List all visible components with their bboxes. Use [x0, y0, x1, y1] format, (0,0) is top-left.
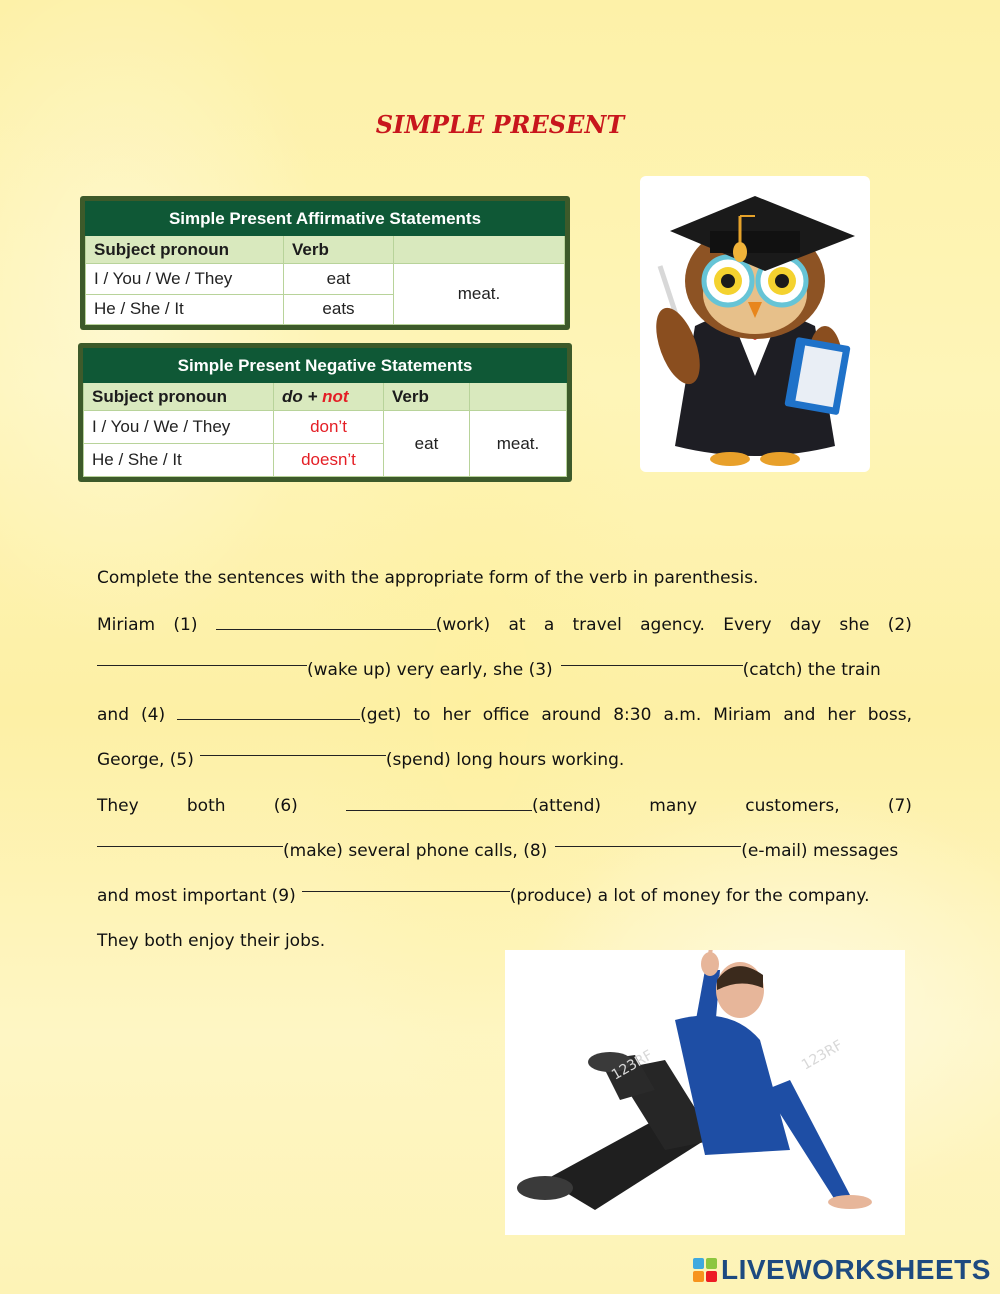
affirmative-object: meat. — [394, 264, 565, 325]
word: They — [97, 796, 139, 816]
affirmative-table — [85, 201, 565, 325]
negative-subject-2: He / She / It — [84, 444, 274, 477]
affirmative-subject-1: I / You / We / They — [86, 264, 284, 295]
affirmative-verb-1: eat — [284, 264, 394, 295]
word: (1) — [173, 615, 198, 635]
paragraph-2 — [97, 784, 912, 964]
word: (6) — [273, 796, 298, 816]
blank-6[interactable] — [346, 784, 601, 829]
word: office — [482, 705, 530, 725]
negative-aux-2: doesn’t — [274, 444, 384, 477]
blank-4[interactable] — [177, 693, 401, 738]
word: around — [541, 705, 602, 725]
word: Miriam — [97, 615, 156, 635]
word: a — [543, 615, 555, 635]
negative-col-not: not — [322, 386, 349, 406]
word: Miriam — [713, 705, 772, 725]
word: agency. — [640, 615, 705, 635]
word: and — [783, 705, 816, 725]
blank-3[interactable] — [561, 648, 743, 666]
affirmative-table-heading: Simple Present Affirmative Statements — [86, 202, 565, 236]
word: at — [508, 615, 526, 635]
affirmative-col-subject: Subject pronoun — [86, 236, 284, 264]
word: boss, — [867, 705, 912, 725]
svg-text:123RF: 123RF — [609, 1047, 656, 1084]
negative-table-heading: Simple Present Negative Statements — [84, 349, 567, 383]
p2-line-3 — [97, 874, 912, 919]
word: travel — [572, 615, 622, 635]
logo-square — [693, 1258, 704, 1269]
p1-line-3 — [97, 693, 912, 738]
page-title: SIMPLE PRESENT — [375, 110, 625, 139]
negative-subject-1: I / You / We / They — [84, 411, 274, 444]
liveworksheets-logo — [693, 1252, 991, 1288]
blank-2[interactable] — [97, 648, 307, 666]
blank-1[interactable] — [216, 603, 490, 648]
word: (4) — [141, 705, 166, 725]
word: (get) — [360, 705, 402, 725]
word: (attend) — [532, 796, 602, 816]
svg-text:123RF: 123RF — [799, 1037, 846, 1074]
text: and most important (9) — [97, 886, 296, 906]
negative-col-verb: Verb — [384, 383, 470, 411]
negative-verb: eat — [384, 411, 470, 477]
negative-col-subject: Subject pronoun — [84, 383, 274, 411]
word: (work) — [435, 615, 491, 635]
p2-line-1 — [97, 784, 912, 829]
word: many — [649, 796, 698, 816]
word: both — [186, 796, 226, 816]
word: (7) — [887, 796, 912, 816]
negative-col-empty — [470, 383, 567, 411]
liveworksheets-logo-icon — [693, 1258, 717, 1282]
blank-9[interactable] — [302, 874, 510, 892]
logo-square — [706, 1271, 717, 1282]
text: (wake up) very early, she (3) — [307, 660, 553, 680]
word: (2) — [887, 615, 912, 635]
word: and — [97, 705, 129, 725]
negative-table — [83, 348, 567, 477]
p1-line-2 — [97, 648, 912, 693]
word: her — [827, 705, 856, 725]
negative-col-do-not — [274, 383, 384, 411]
text: (produce) a lot of money for the company. — [509, 886, 870, 906]
logo-square — [693, 1271, 704, 1282]
p2-line-2 — [97, 829, 912, 874]
word: a.m. — [663, 705, 702, 725]
text: (make) several phone calls, (8) — [283, 841, 548, 861]
instructions: Complete the sentences with the appropriate form of the verb in parenthesis. — [97, 568, 759, 588]
text: (e-mail) messages — [741, 841, 899, 861]
word: 8:30 — [613, 705, 652, 725]
blank-8[interactable] — [555, 829, 741, 847]
affirmative-col-verb: Verb — [284, 236, 394, 264]
text: (catch) the train — [742, 660, 881, 680]
sitting-man-pointing-up-photo — [505, 950, 905, 1235]
word: to — [413, 705, 431, 725]
negative-object: meat. — [470, 411, 567, 477]
affirmative-col-empty — [394, 236, 565, 264]
p2-line-4: They both enjoy their jobs. — [97, 931, 326, 951]
blank-5[interactable] — [200, 738, 386, 756]
p1-line-1 — [97, 603, 912, 648]
word: customers, — [745, 796, 840, 816]
word: Every — [723, 615, 772, 635]
negative-table-frame — [78, 343, 572, 482]
affirmative-table-frame — [80, 196, 570, 330]
logo-text: LIVEWORKSHEETS — [721, 1254, 991, 1285]
text: (spend) long hours working. — [385, 750, 625, 770]
blank-7[interactable] — [97, 829, 283, 847]
affirmative-verb-2: eats — [284, 294, 394, 325]
p1-line-4 — [97, 738, 912, 783]
word: her — [442, 705, 471, 725]
word: she — [839, 615, 870, 635]
word: day — [789, 615, 822, 635]
negative-aux-1: don’t — [274, 411, 384, 444]
paragraph-1 — [97, 603, 912, 783]
negative-col-do: do + — [282, 386, 323, 406]
text: George, (5) — [97, 750, 194, 770]
affirmative-subject-2: He / She / It — [86, 294, 284, 325]
graduate-owl-illustration — [640, 176, 870, 472]
logo-square — [706, 1258, 717, 1269]
